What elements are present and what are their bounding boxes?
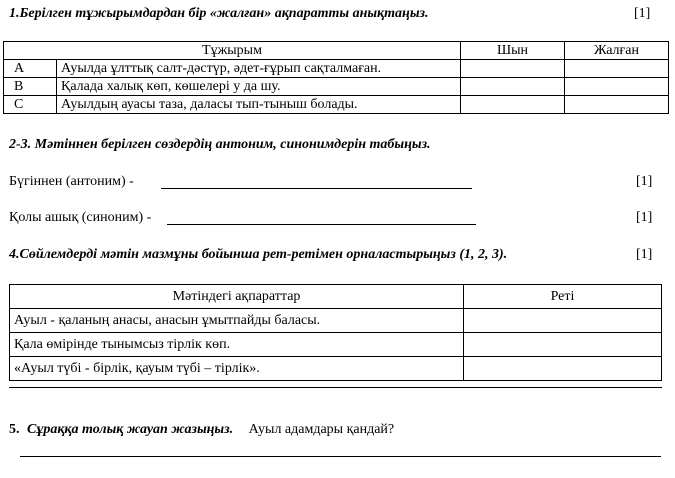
synonym-mark: [1] <box>636 210 653 225</box>
q4-table <box>9 284 662 381</box>
q23-title: 2-3. Мәтіннен берілген сөздердің антоним, синонимдерін табыңыз. <box>9 137 431 152</box>
table-row <box>4 60 669 78</box>
order-input-cell[interactable] <box>464 333 662 357</box>
true-answer-cell[interactable] <box>461 60 565 78</box>
q4-header-order: Реті <box>464 285 662 309</box>
false-answer-cell[interactable] <box>565 60 669 78</box>
table-row <box>4 96 669 114</box>
sentence-cell: «Ауыл түбі - бірлік, қауым түбі – тірлік». <box>10 357 464 381</box>
q5-line <box>9 422 394 438</box>
false-answer-cell[interactable] <box>565 78 669 96</box>
q5-instruction: Сұраққа толық жауап жазыңыз. <box>27 422 234 437</box>
q1-header-statement: Тұжырым <box>4 42 461 60</box>
table-row <box>10 333 662 357</box>
synonym-answer-line[interactable] <box>167 212 476 225</box>
order-input-cell[interactable] <box>464 357 662 381</box>
q4-mark: [1] <box>636 247 653 262</box>
row-letter: A <box>4 60 57 78</box>
true-answer-cell[interactable] <box>461 96 565 114</box>
q4-table-header-row <box>10 285 662 309</box>
synonym-label: Қолы ашық (синоним) - <box>9 210 152 225</box>
q1-title: 1.Берілген тұжырымдардан бір «жалған» ақпаратты анықтаңыз. <box>9 6 429 21</box>
row-letter: B <box>4 78 57 96</box>
row-statement: Ауылдың ауасы таза, даласы тып-тыныш болады. <box>57 96 461 114</box>
q1-header-false: Жалған <box>565 42 669 60</box>
q1-table <box>3 41 669 114</box>
table-row <box>10 309 662 333</box>
q5-number: 5. <box>9 422 20 437</box>
q5-question: Ауыл адамдары қандай? <box>248 422 395 437</box>
q5-answer-line[interactable] <box>20 456 661 457</box>
row-statement: Ауылда ұлттық салт-дәстүр, әдет-ғұрып сақталмаған. <box>57 60 461 78</box>
antonym-label: Бүгіннен (антоним) - <box>9 174 134 189</box>
q4-bottom-rule <box>9 387 662 388</box>
row-statement: Қалада халық көп, көшелері у да шу. <box>57 78 461 96</box>
sentence-cell: Қала өмірінде тынымсыз тірлік көп. <box>10 333 464 357</box>
table-row <box>10 357 662 381</box>
row-letter: C <box>4 96 57 114</box>
q4-title: 4.Сөйлемдерді мәтін мазмұны бойынша рет-ретімен орналастырыңыз (1, 2, 3). <box>9 247 508 262</box>
order-input-cell[interactable] <box>464 309 662 333</box>
q1-mark: [1] <box>634 6 651 21</box>
q1-header-true: Шын <box>461 42 565 60</box>
true-answer-cell[interactable] <box>461 78 565 96</box>
false-answer-cell[interactable] <box>565 96 669 114</box>
sentence-cell: Ауыл - қаланың анасы, анасын ұмытпайды баласы. <box>10 309 464 333</box>
q1-table-header-row <box>4 42 669 60</box>
table-row <box>4 78 669 96</box>
q4-header-info: Мәтіндегі ақпараттар <box>10 285 464 309</box>
antonym-mark: [1] <box>636 174 653 189</box>
antonym-answer-line[interactable] <box>161 176 472 189</box>
